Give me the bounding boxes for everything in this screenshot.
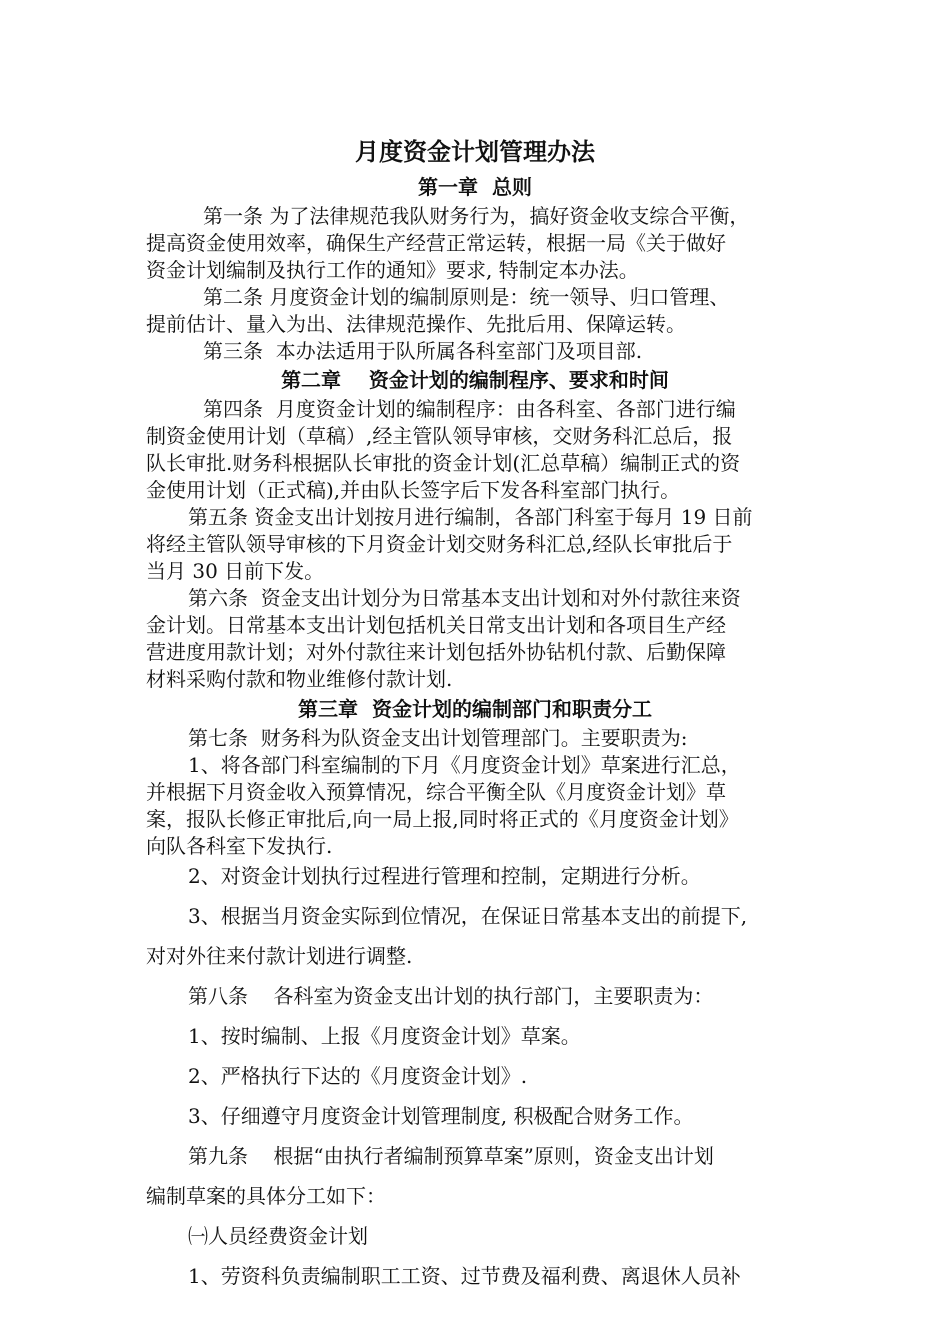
paragraph-line: 2、对资金计划执行过程进行管理和控制，定期进行分析。: [188, 864, 701, 888]
paragraph-line: 案，报队长修正审批后,向一局上报,同时将正式的《月度资金计划》: [146, 807, 739, 831]
paragraph-line: 向队各科室下发执行.: [146, 834, 333, 858]
paragraph-line: 第五条 资金支出计划按月进行编制，各部门科室于每月 19 日前: [188, 505, 753, 529]
document-title: 月度资金计划管理办法: [355, 138, 595, 166]
paragraph-line: 材料采购付款和物业维修付款计划.: [146, 667, 453, 691]
paragraph-line: ㈠人员经费资金计划: [188, 1224, 368, 1248]
paragraph-line: 队长审批.财务科根据队长审批的资金计划(汇总草稿）编制正式的资: [146, 451, 741, 475]
paragraph-line: 1、劳资科负责编制职工工资、过节费及福利费、离退休人员补: [188, 1264, 741, 1288]
paragraph-line: 第八条 各科室为资金支出计划的执行部门，主要职责为：: [188, 984, 714, 1008]
paragraph-line: 提前估计、量入为出、法律规范操作、先批后用、保障运转。: [146, 312, 686, 336]
paragraph-line: 2、严格执行下达的《月度资金计划》.: [188, 1064, 528, 1088]
chapter-1-heading: 第一章 总则: [418, 175, 532, 199]
paragraph-line: 编制草案的具体分工如下：: [146, 1184, 386, 1208]
paragraph-line: 制资金使用计划（草稿）,经主管队领导审核，交财务科汇总后，报: [146, 424, 733, 448]
paragraph-line: 当月 30 日前下发。: [146, 559, 325, 583]
chapter-3-heading: 第三章 资金计划的编制部门和职责分工: [298, 697, 652, 721]
chapter-2-heading: 第二章 资金计划的编制程序、要求和时间: [281, 368, 669, 392]
paragraph-line: 第三条 本办法适用于队所属各科室部门及项目部.: [203, 339, 643, 363]
paragraph-line: 第一条 为了法律规范我队财务行为，搞好资金收支综合平衡，: [203, 204, 750, 228]
paragraph-line: 3、仔细遵守月度资金计划管理制度, 积极配合财务工作。: [188, 1104, 694, 1128]
paragraph-line: 第九条 根据“由执行者编制预算草案”原则，资金支出计划: [188, 1144, 714, 1168]
paragraph-line: 1、将各部门科室编制的下月《月度资金计划》草案进行汇总，: [188, 753, 741, 777]
paragraph-line: 资金计划编制及执行工作的通知》要求, 特制定本办法。: [146, 258, 639, 282]
paragraph-line: 第七条 财务科为队资金支出计划管理部门。主要职责为:: [188, 726, 688, 750]
paragraph-line: 3、根据当月资金实际到位情况，在保证日常基本支出的前提下,: [188, 904, 748, 928]
paragraph-line: 金计划。日常基本支出计划包括机关日常支出计划和各项目生产经: [146, 613, 726, 637]
paragraph-line: 提高资金使用效率，确保生产经营正常运转，根据一局《关于做好: [146, 231, 726, 255]
paragraph-line: 第四条 月度资金计划的编制程序：由各科室、各部门进行编: [203, 397, 736, 421]
paragraph-line: 金使用计划（正式稿),并由队长签字后下发各科室部门执行。: [146, 478, 681, 502]
paragraph-line: 1、按时编制、上报《月度资金计划》草案。: [188, 1024, 581, 1048]
paragraph-line: 并根据下月资金收入预算情况，综合平衡全队《月度资金计划》草: [146, 780, 726, 804]
paragraph-line: 营进度用款计划；对外付款往来计划包括外协钻机付款、后勤保障: [146, 640, 726, 664]
paragraph-line: 第六条 资金支出计划分为日常基本支出计划和对外付款往来资: [188, 586, 741, 610]
paragraph-line: 对对外往来付款计划进行调整.: [146, 944, 413, 968]
paragraph-line: 第二条 月度资金计划的编制原则是：统一领导、归口管理、: [203, 285, 730, 309]
paragraph-line: 将经主管队领导审核的下月资金计划交财务科汇总,经队长审批后于: [146, 532, 733, 556]
